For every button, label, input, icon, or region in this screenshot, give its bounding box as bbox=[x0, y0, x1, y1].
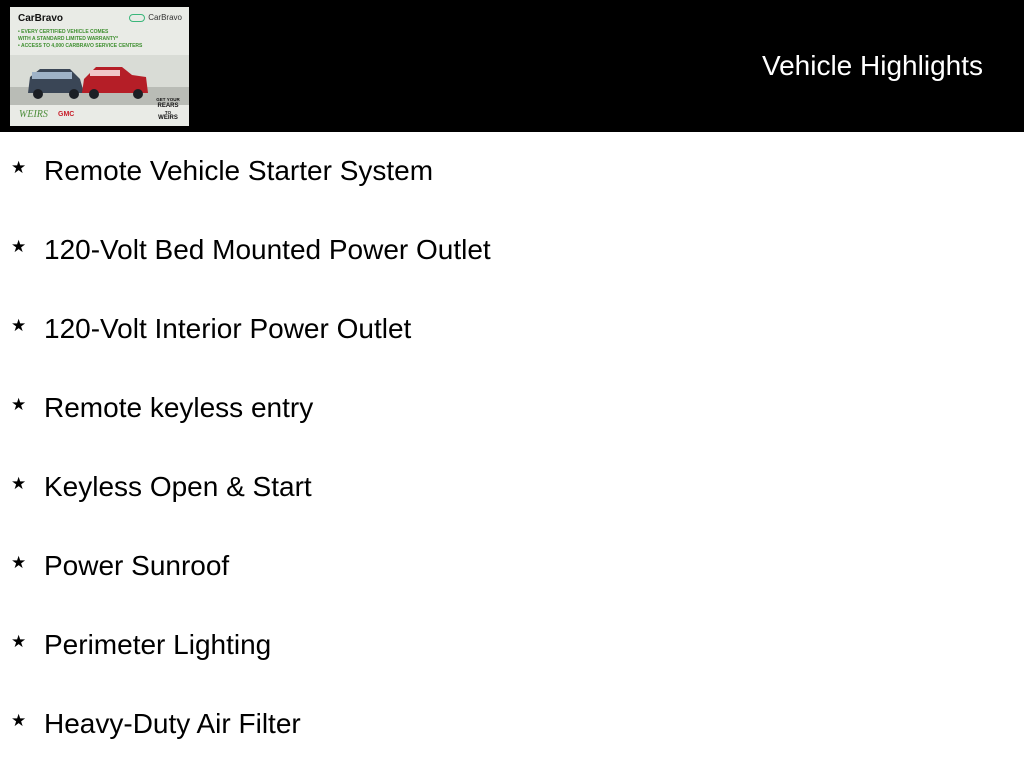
banner-partner-label: CarBravo bbox=[148, 13, 182, 22]
list-item bbox=[0, 626, 491, 705]
list-item bbox=[0, 389, 491, 468]
page-title: Vehicle Highlights bbox=[761, 50, 983, 81]
list-item bbox=[0, 310, 491, 389]
make-logo: GMC bbox=[58, 111, 75, 118]
feature-label: 120-Volt Interior Power Outlet bbox=[44, 313, 412, 344]
dealer-logo: WEIRS bbox=[19, 109, 48, 120]
feature-label: Power Sunroof bbox=[44, 550, 230, 581]
list-item bbox=[0, 152, 491, 231]
star-icon: ★ bbox=[11, 632, 27, 651]
star-icon: ★ bbox=[11, 395, 27, 414]
banner-line: • ACCESS TO 4,000 CARBRAVO SERVICE CENTERS bbox=[18, 43, 143, 49]
feature-label: Remote keyless entry bbox=[44, 392, 314, 423]
feature-label: 120-Volt Bed Mounted Power Outlet bbox=[44, 234, 491, 265]
star-icon: ★ bbox=[11, 158, 27, 177]
list-item bbox=[0, 547, 491, 626]
feature-label: Remote Vehicle Starter System bbox=[44, 155, 434, 186]
tagline-line: WEIRS bbox=[158, 115, 178, 121]
list-item bbox=[0, 705, 491, 784]
star-icon: ★ bbox=[11, 237, 27, 256]
list-item bbox=[0, 231, 491, 310]
banner-line: • EVERY CERTIFIED VEHICLE COMES bbox=[18, 29, 109, 35]
banner-tagline bbox=[154, 97, 182, 122]
tagline-line: REARS bbox=[157, 102, 179, 109]
feature-label: Perimeter Lighting bbox=[44, 629, 272, 660]
star-icon: ★ bbox=[11, 553, 27, 572]
feature-label: Keyless Open & Start bbox=[44, 471, 312, 502]
dealer-banner-image bbox=[10, 7, 189, 126]
banner-brand: CarBravo bbox=[18, 13, 64, 24]
banner-copy bbox=[18, 29, 183, 50]
star-icon: ★ bbox=[11, 711, 27, 730]
tagline-line: GET YOUR bbox=[156, 97, 180, 102]
star-icon: ★ bbox=[11, 474, 27, 493]
header bbox=[0, 0, 1024, 132]
banner-partner bbox=[129, 13, 182, 22]
banner-line: WITH A STANDARD LIMITED WARRANTY* bbox=[18, 36, 119, 42]
tagline-line: TO bbox=[164, 109, 172, 115]
feature-label: Heavy-Duty Air Filter bbox=[44, 708, 301, 739]
feature-list bbox=[0, 152, 491, 784]
carbravo-logo-icon bbox=[129, 14, 145, 22]
list-item bbox=[0, 468, 491, 547]
star-icon: ★ bbox=[11, 316, 27, 335]
